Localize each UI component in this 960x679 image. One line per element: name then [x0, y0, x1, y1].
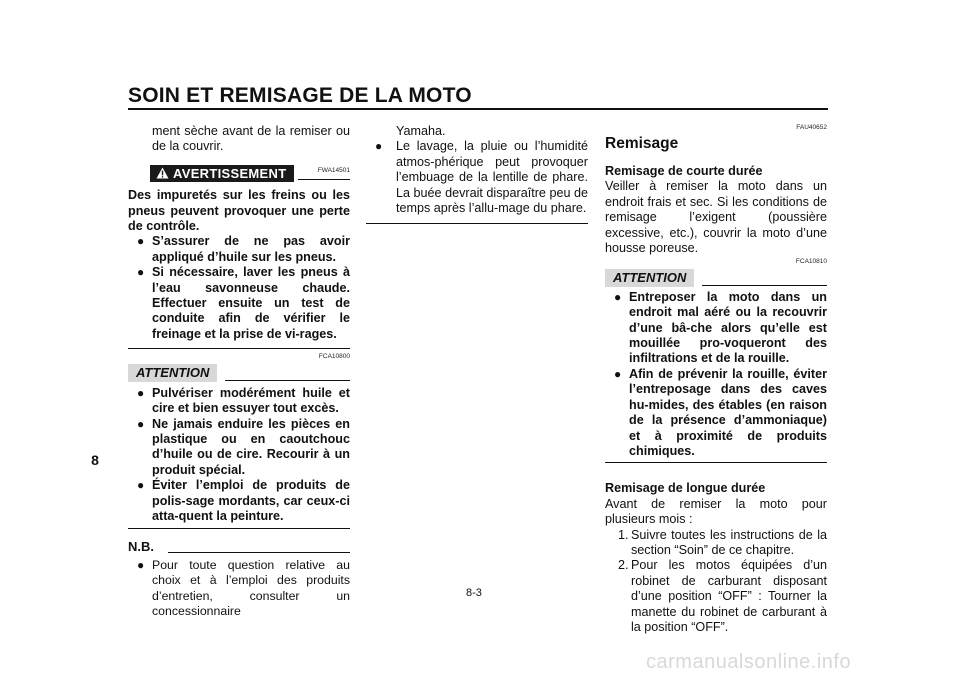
warning-label-text: AVERTISSEMENT — [173, 165, 287, 181]
attention2-item-1: ● Entreposer la moto dans un endroit mal aéré ou la recouvrir d’une bâ-che alors qu’elle est mouillée pro-voqueront des infiltrations et de la rouille. — [605, 290, 827, 367]
short-storage-heading: Remisage de courte durée — [605, 164, 763, 178]
nb-label: N.B. — [128, 539, 154, 555]
warning-end-rule — [128, 348, 350, 349]
step-1 — [605, 528, 827, 559]
column-3 — [605, 124, 827, 635]
column-2 — [366, 124, 588, 224]
attention-label: ATTENTION — [128, 364, 217, 381]
chapter-tab: 8 — [84, 440, 106, 480]
long-storage-text: Avant de remiser la moto pour plusieurs mois : — [605, 496, 827, 527]
attention2-end-rule — [605, 462, 827, 463]
warning-lead: Des impuretés sur les freins ou les pneus peuvent provoquer une perte de contrôle. — [128, 188, 350, 234]
warning-item-2: ● Si nécessaire, laver les pneus à l’eau savonneuse chaude. Effectuer ensuite un test de conduite afin de vérifier le freinage et la prise de vi-rages. — [128, 265, 350, 342]
lens-fog-item: ● Le lavage, la pluie ou l’humidité atmos-phérique peut provoquer l’embuage de la lentille de phare. La buée devrait disparaître peu de temps après l’allu-mage du phare. — [366, 139, 588, 216]
continuation-text: Yamaha. — [396, 124, 446, 138]
watermark: carmanualsonline.info — [646, 651, 852, 673]
step-1-number: 1. — [618, 527, 629, 542]
step-2-text: Pour les motos équipées d’un robinet de carburant disposant d’une position “OFF” : Tourner la manette du robinet de carburant à la position “OFF”. — [631, 558, 827, 634]
long-storage-heading: Remisage de longue durée — [605, 481, 766, 496]
attention-label-2: ATTENTION — [605, 269, 694, 286]
short-storage-text: Veiller à remiser la moto dans un endroit frais et sec. Si les conditions de remisage l’exigent (poussière excessive, etc.), couvrir la moto d’une housse poreuse. — [605, 179, 827, 256]
column-1 — [128, 124, 350, 619]
attention-item-3: ● Éviter l’emploi de produits de polis-sage mordants, car ceux-ci atta-quent la peinture. — [128, 478, 350, 524]
page-title: SOIN ET REMISAGE DE LA MOTO — [128, 84, 472, 107]
attention-item-1: ● Pulvériser modérément huile et cire et bien essuyer tout excès. — [128, 386, 350, 417]
nb-item-1: ● Pour toute question relative au choix et à l’emploi des produits d’entretien, consulter un concessionnaire — [128, 558, 350, 620]
step-2 — [605, 558, 827, 635]
attention-end-rule — [128, 528, 350, 529]
intro-text: ment sèche avant de la remiser ou de la couvrir. — [152, 124, 350, 154]
warning-code: FWA14501 — [317, 166, 350, 174]
step-1-text: Suivre toutes les instructions de la section “Soin” de ce chapitre. — [631, 527, 827, 557]
attention-item-2: ● Ne jamais enduire les pièces en plastique ou en caoutchouc d’huile ou de cire. Recourir à un produit spécial. — [128, 417, 350, 479]
section-title: Remisage — [605, 135, 679, 152]
attention-code: FCA10800 — [318, 353, 350, 361]
attention-code-2: FCA10810 — [795, 258, 827, 266]
page-number: 8-3 — [466, 587, 482, 599]
attention2-item-2: ● Afin de prévenir la rouille, éviter l’entreposage dans des caves hu-mides, des étables (en raison de la présence d’ammoniaque) et à proximité de produits chimiques. — [605, 367, 827, 459]
warning-item-1: ● S’assurer de ne pas avoir appliqué d’huile sur les pneus. — [128, 234, 350, 265]
col2-end-rule — [366, 223, 588, 224]
warning-triangle-icon — [156, 167, 169, 179]
attention-block-2 — [605, 258, 827, 463]
attention-block-1 — [128, 353, 350, 529]
header-rule — [128, 108, 828, 110]
step-2-number: 2. — [618, 558, 629, 573]
warning-block — [128, 165, 350, 349]
warning-label — [150, 165, 294, 182]
section-code: FAU40652 — [796, 124, 827, 131]
nb-block — [128, 539, 350, 619]
